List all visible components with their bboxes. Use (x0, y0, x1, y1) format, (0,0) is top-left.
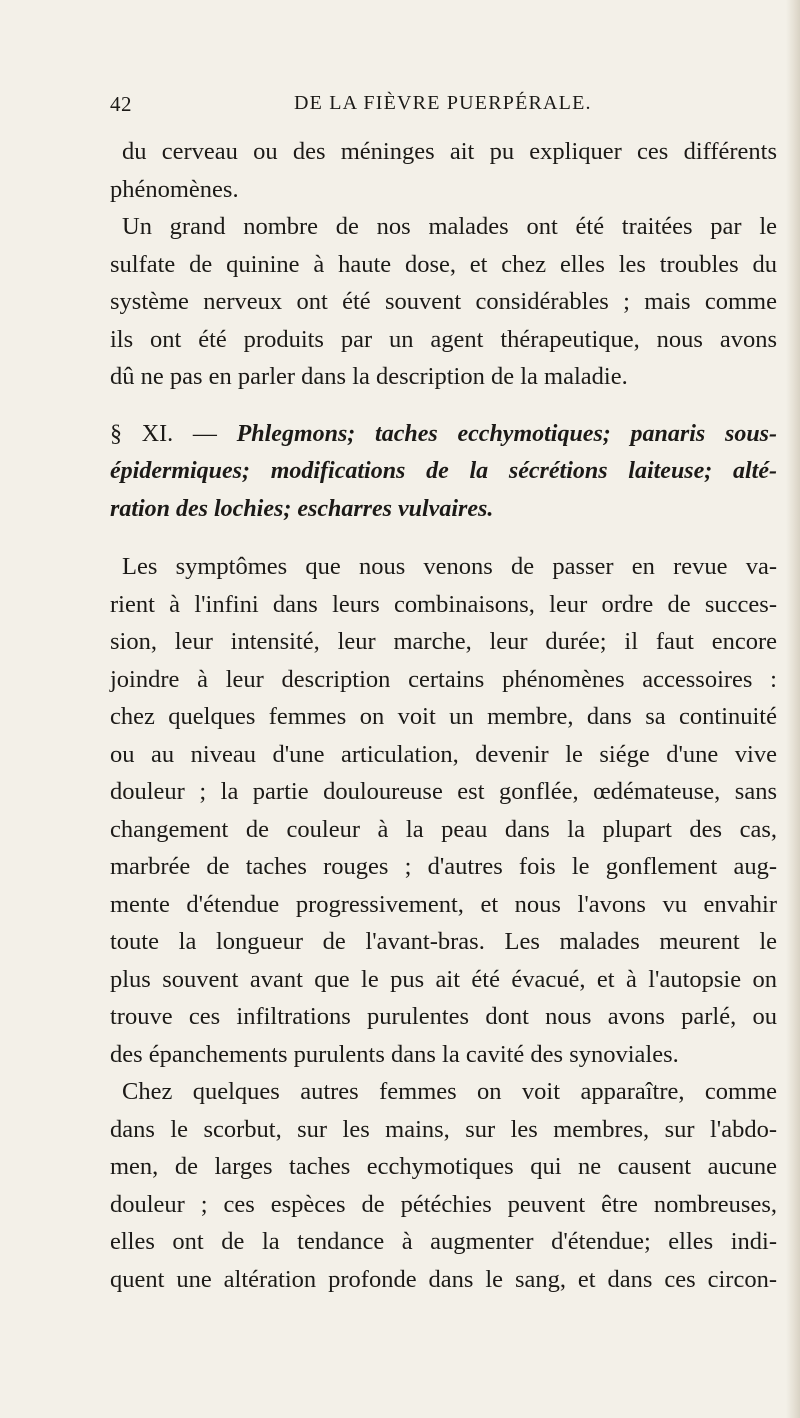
text-line: Chez quelques autres femmes on voit apparaître, comme (122, 1078, 777, 1105)
paragraph-3 (110, 548, 777, 1073)
section-heading-line: ration des lochies; escharres vulvaires. (110, 495, 494, 522)
text-line: changement de couleur à la peau dans la plupart des cas, (110, 815, 777, 843)
paragraph-1 (110, 133, 777, 208)
text-line: Un grand nombre de nos malades ont été traitées par le (122, 213, 777, 240)
paragraph-2 (110, 208, 777, 396)
text-line: men, de larges taches ecchymotiques qui ne causent aucune (110, 1153, 777, 1180)
text-line: Les symptômes que nous venons de passer en revue va- (122, 553, 777, 580)
running-title: DE LA FIÈVRE PUERPÉRALE. (294, 92, 592, 114)
text-line: joindre à leur description certains phénomènes accessoires : (110, 665, 777, 693)
text-line: sulfate de quinine à haute dose, et chez elles les troubles du (110, 250, 777, 278)
page-edge-shadow (786, 0, 800, 1418)
paragraph-4 (110, 1073, 777, 1298)
section-heading-line: épidermiques; modifications de la sécrétions laiteuse; alté- (110, 458, 777, 484)
page-body (110, 133, 778, 1298)
text-line: phénomènes. (110, 175, 239, 203)
text-line: ils ont été produits par un agent thérapeutique, nous avons (110, 325, 777, 353)
section-heading-line (110, 416, 777, 454)
running-head (110, 92, 770, 120)
text-line: quent une altération profonde dans le sang, et dans ces circon- (110, 1265, 777, 1293)
text-line: toute la longueur de l'avant-bras. Les malades meurent le (110, 928, 777, 955)
text-line: douleur ; la partie douloureuse est gonflée, œdémateuse, sans (110, 778, 777, 805)
text-line: marbrée de taches rouges ; d'autres fois le gonflement aug- (110, 853, 777, 880)
text-line: dû ne pas en parler dans la description de la maladie. (110, 363, 628, 390)
text-line: du cerveau ou des méninges ait pu expliquer ces différents (122, 138, 777, 165)
text-line: sion, leur intensité, leur marche, leur durée; il faut encore (110, 628, 777, 655)
text-line: elles ont de la tendance à augmenter d'étendue; elles indi- (110, 1228, 777, 1255)
text-line: chez quelques femmes on voit un membre, dans sa continuité (110, 703, 777, 730)
section-heading (110, 416, 778, 529)
text-line: ou au niveau d'une articulation, devenir le siége d'une vive (110, 740, 777, 768)
text-line: rient à l'infini dans leurs combinaisons, leur ordre de succes- (110, 590, 777, 618)
text-line: dans le scorbut, sur les mains, sur les membres, sur l'abdo- (110, 1115, 777, 1143)
text-line: douleur ; ces espèces de pétéchies peuvent être nombreuses, (110, 1190, 777, 1218)
text-line: trouve ces infiltrations purulentes dont nous avons parlé, ou (110, 1003, 777, 1030)
section-title: Phlegmons; taches ecchymotiques; panaris sous- (236, 420, 778, 447)
text-line: plus souvent avant que le pus ait été évacué, et à l'autopsie on (110, 965, 777, 993)
section-label: § XI. — (110, 420, 217, 447)
text-line: des épanchements purulents dans la cavité des synoviales. (110, 1040, 679, 1068)
text-line: mente d'étendue progressivement, et nous l'avons vu envahir (110, 890, 777, 918)
page-number: 42 (110, 92, 132, 116)
text-line: système nerveux ont été souvent considérables ; mais comme (110, 288, 777, 315)
